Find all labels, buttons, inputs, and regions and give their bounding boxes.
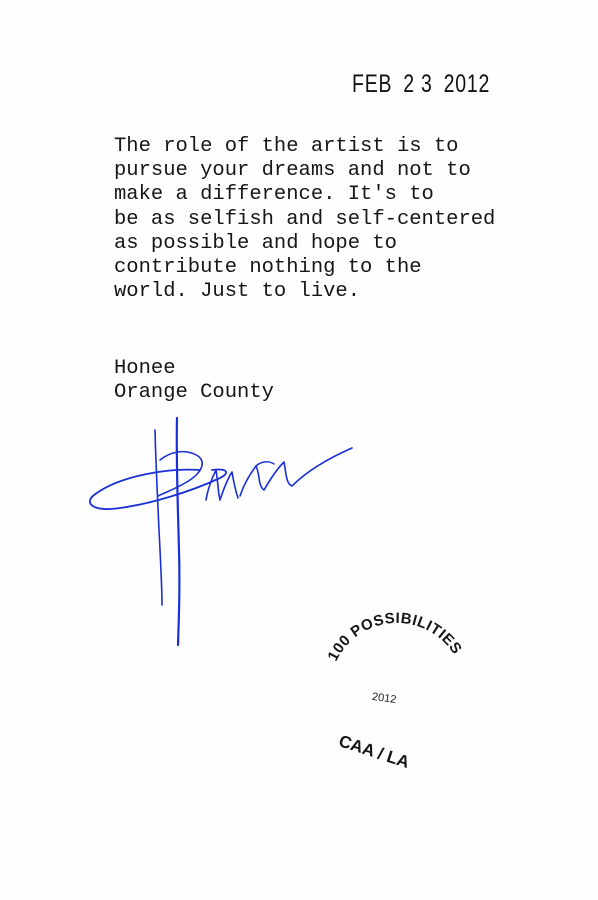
quote-text (114, 135, 594, 304)
date-month: FEB (352, 70, 393, 98)
svg-text:100 POSSIBILITIES (324, 612, 465, 664)
quote-line: world. Just to live. (114, 280, 361, 304)
date-day: 2 3 (403, 70, 433, 98)
date-year: 2012 (443, 70, 491, 98)
quote-line: pursue your dreams and not to (114, 159, 471, 183)
stamp-year: 2012 (371, 690, 398, 707)
date-stamp (352, 70, 501, 99)
stamp-arc-text: 100 POSSIBILITIES (324, 612, 466, 664)
possibilities-stamp (318, 612, 478, 782)
quote-line: be as selfish and self-centered (114, 207, 496, 231)
quote-line: contribute nothing to the (114, 256, 422, 280)
author-name: Honee (114, 357, 176, 380)
stamp-org: CAA / LA (336, 731, 412, 772)
quote-line: The role of the artist is to (114, 135, 459, 158)
author-location: Orange County (114, 381, 274, 405)
author-block (114, 357, 274, 405)
quote-line: make a difference. It's to (114, 183, 434, 207)
quote-line: as possible and hope to (114, 231, 397, 255)
